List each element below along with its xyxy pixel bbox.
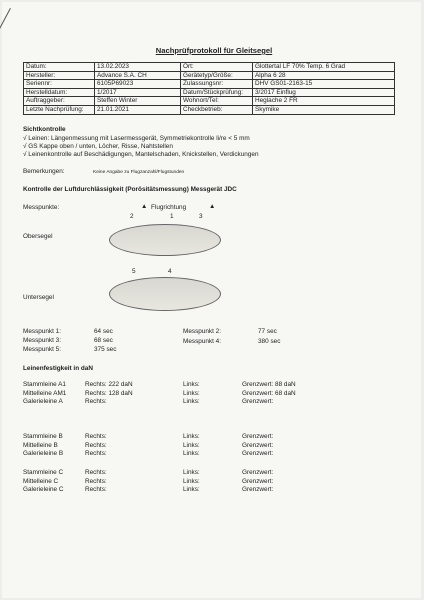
info-row (24, 80, 395, 89)
pen-mark (0, 8, 11, 30)
sicht-line: √ Leinenkontrolle auf Beschädigungen, Mantelschaden, Knickstellen, Verdickungen (23, 151, 259, 158)
messpunkt-value: 375 sec (94, 346, 117, 353)
line-links: Links: (183, 433, 200, 440)
line-name: Mittelleine B (23, 441, 58, 449)
messpunkt-marker: 3 (199, 213, 203, 220)
line-grenzwert: Grenzwert: (242, 441, 274, 449)
line-links: Links: (183, 486, 200, 494)
field-label: Ort: (181, 63, 253, 72)
line-name: Stammleine B (23, 433, 63, 440)
messpunkt-label: Messpunkt 5: (23, 346, 62, 353)
messpunkt-value: 64 sec (94, 328, 113, 335)
messpunkt-marker: 4 (168, 268, 172, 275)
bemerkungen-value: Keine Angabe zu Flugzanzahl/Flugstunden (93, 170, 185, 175)
line-name: Galerieleine A (23, 398, 63, 406)
field-value: Glottertal LF 70% Temp. 6 Grad (253, 63, 395, 72)
line-rechts: Rechts: (85, 486, 107, 494)
document-page (2, 2, 421, 598)
field-label: Hersteller: (24, 71, 95, 80)
info-row (24, 71, 395, 80)
field-value: DHV GS01-2163-15 (253, 80, 395, 89)
field-label: Zulassungsnr: (181, 80, 253, 89)
sicht-line: √ Leinen: Längenmessung mit Lasermessgerät, Symmetriekontrolle li/re < 5 mm (23, 135, 250, 142)
messpunkt-marker: 5 (132, 268, 136, 275)
line-name: Galerieleine B (23, 450, 64, 458)
line-name: Stammleine C (23, 469, 64, 476)
field-label: Checkbetrieb: (181, 105, 253, 114)
line-name: Galerieleine C (23, 486, 64, 494)
field-value: Alpha 6 28 (253, 71, 395, 80)
field-label: Seriennr: (24, 80, 95, 89)
field-value: Skymike (253, 105, 395, 114)
messpunkt-value: 380 sec (258, 338, 281, 345)
sicht-line: √ GS Kappe oben / unten, Löcher, Risse, Nahtstellen (23, 143, 173, 150)
line-name: Mittelleine C (23, 477, 59, 485)
flugrichtung-label: Flugrichtung (151, 204, 187, 211)
leinen-heading: Leinenfestigkeit in daN (23, 365, 93, 372)
field-value: 3/2017 Einflug (253, 88, 395, 97)
line-rechts: Rechts: (85, 469, 107, 476)
line-links: Links: (183, 450, 200, 458)
field-label: Wohnort/Tel: (181, 97, 253, 106)
field-value: 21.01.2021 (95, 105, 181, 114)
field-value: 13.02.2023 (95, 63, 181, 72)
line-rechts: Rechts: (85, 398, 107, 406)
line-grenzwert: Grenzwert: (242, 398, 274, 406)
bemerkungen-label: Bemerkungen: (23, 168, 65, 175)
field-value: 6105P69023 (95, 80, 181, 89)
line-grenzwert: Grenzwert: 68 daN (242, 389, 296, 397)
line-rechts: Rechts: 222 daN (85, 381, 133, 388)
line-grenzwert: Grenzwert: 88 daN (242, 381, 296, 388)
line-grenzwert: Grenzwert: (242, 469, 274, 476)
messpunkt-marker: 2 (130, 213, 134, 220)
field-value: 1/2017 (95, 88, 181, 97)
line-name: Mittelleine AM1 (23, 389, 67, 397)
line-rechts: Rechts: (85, 433, 107, 440)
field-value: Advance S.A. CH (95, 71, 181, 80)
line-rechts: Rechts: (85, 477, 107, 485)
line-links: Links: (183, 441, 200, 449)
arrow-left-icon: ▲ (141, 203, 148, 210)
line-rechts: Rechts: (85, 441, 107, 449)
untersegel-shape (109, 277, 221, 311)
line-links: Links: (183, 389, 200, 397)
line-grenzwert: Grenzwert: (242, 450, 274, 458)
field-value: Heglache 2 FR (253, 97, 395, 106)
messpunkt-value: 68 sec (94, 337, 113, 344)
line-name: Stammleine A1 (23, 381, 66, 388)
messpunkt-value: 77 sec (258, 328, 277, 335)
line-links: Links: (183, 381, 200, 388)
line-links: Links: (183, 469, 200, 476)
line-links: Links: (183, 398, 200, 406)
field-label: Gerätetyp/Größe: (181, 71, 253, 80)
line-grenzwert: Grenzwert: (242, 477, 274, 485)
field-label: Auftraggeber: (24, 97, 95, 106)
line-grenzwert: Grenzwert: (242, 433, 274, 440)
field-label: Datum: (24, 63, 95, 72)
field-value: Steffen Winter (95, 97, 181, 106)
info-table (23, 62, 395, 115)
field-label: Herstelldatum: (24, 88, 95, 97)
obersegel-label: Obersegel (23, 233, 53, 240)
messpunkt-label: Messpunkt 3: (23, 337, 62, 344)
messpunkte-label: Messpunkte: (23, 204, 60, 211)
obersegel-shape (109, 224, 221, 256)
info-row (24, 88, 395, 97)
info-row (24, 97, 395, 106)
info-row (24, 63, 395, 72)
messpunkt-label: Messpunkt 1: (23, 328, 62, 335)
field-label: Datum/Stückprüfung: (181, 88, 253, 97)
line-rechts: Rechts: 128 daN (85, 389, 133, 397)
arrow-right-icon: ▲ (209, 203, 216, 210)
messpunkt-label: Messpunkt 4: (183, 338, 222, 345)
info-row (24, 105, 395, 114)
messpunkt-label: Messpunkt 2: (183, 328, 222, 335)
untersegel-label: Untersegel (23, 294, 54, 301)
sicht-heading: Sichtkontrolle (23, 126, 66, 133)
line-rechts: Rechts: (85, 450, 107, 458)
messpunkt-marker: 1 (170, 213, 174, 220)
field-label: Letzte Nachprüfung: (24, 105, 95, 114)
luft-heading: Kontrolle der Luftdurchlässigkeit (Porösitätsmessung) Messgerät JDC (23, 186, 237, 193)
line-links: Links: (183, 477, 200, 485)
document-title: Nachprüfprotokoll für Gleitsegel (155, 46, 273, 55)
line-grenzwert: Grenzwert: (242, 486, 274, 494)
